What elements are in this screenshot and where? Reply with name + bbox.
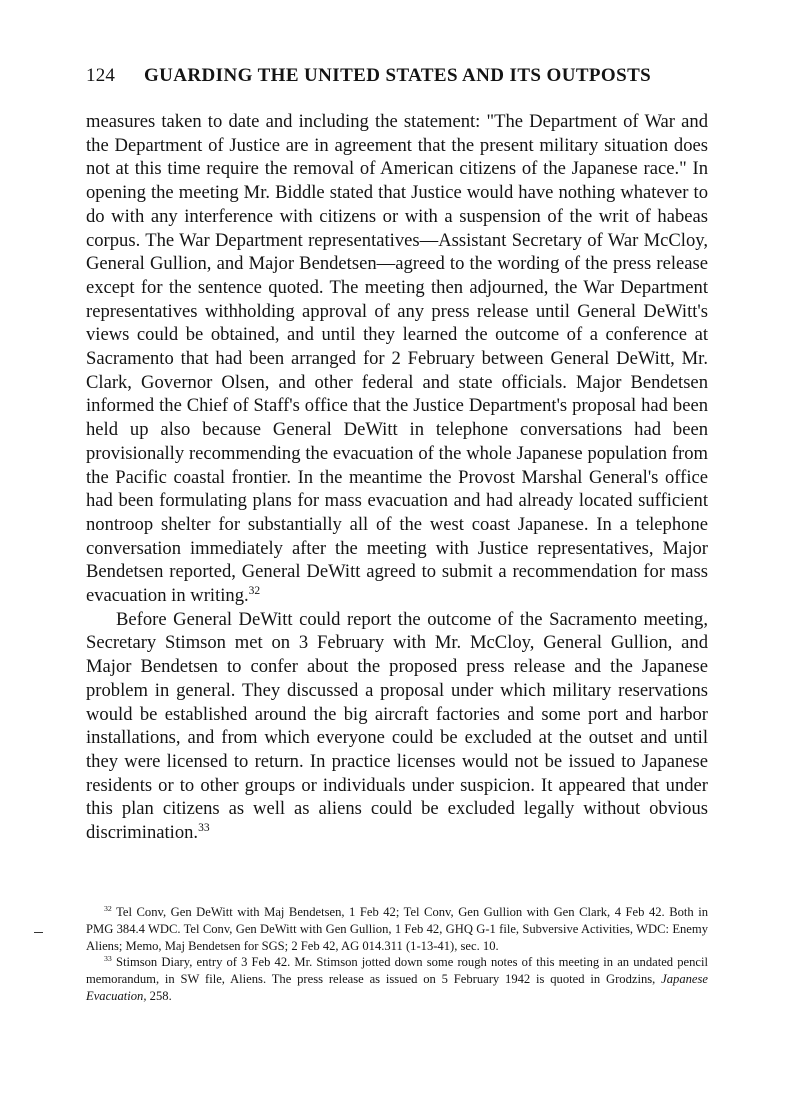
cited-work-title: Japanese Evacuation, [86, 972, 708, 1003]
paragraph-text: Before General DeWitt could report the outcome of the Sacramento meeting, Secretary Stimson met on 3 February with Mr. McCloy, General Gullion, and Major Bendetsen to confer about the proposed press release and the Japanese problem in general. They discussed a proposal under which military reservations would be established around the big aircraft factories and some port and harbor installations, and from which everyone could be excluded at the outset and until they were licensed to return. In practice licenses would not be issued to Japanese residents or to other groups or individuals under suspicion. It appeared that under this plan citizens as well as aliens could be excluded legally without obvious discrimination. [86, 608, 708, 844]
running-title: GUARDING THE UNITED STATES AND ITS OUTPOSTS [144, 65, 652, 86]
paragraph-text: measures taken to date and including the statement: "The Department of War and the Department of Justice are in agreement that the present military situation does not at this time require the removal of American citizens of the Japanese race." In opening the meeting Mr. Biddle stated that Justice would have nothing whatever to do with any interference with citizens or with a suspension of the writ of habeas corpus. The War Department representatives—Assistant Secretary of War McCloy, General Gullion, and Major Bendetsen—agreed to the wording of the press release except for the sentence quoted. The meeting then adjourned, the War Department representatives withholding approval of any press release until General DeWitt's views could be obtained, and until they learned the outcome of a conference at Sacramento that had been arranged for 2 February between General DeWitt, Mr. Clark, Governor Olsen, and other federal and state officials. Major Bendetsen informed the Chief of Staff's office that the Justice Department's proposal had been held up also because General DeWitt in telephone conversations had been provisionally recommending the evacuation of the whole Japanese population from the Pacific coastal frontier. In the meantime the Provost Marshal General's office had been formulating plans for mass evacuation and had already located sufficient nontroop shelter for substantially all of the west coast Japanese. In a telephone conversation immediately after the meeting with Justice representatives, Major Bendetsen reported, General DeWitt agreed to submit a recommendation for mass evacuation in writing. [86, 111, 708, 607]
footnote-number: 32 [104, 903, 112, 913]
footnotes [86, 904, 708, 1005]
footnote-text: Stimson Diary, entry of 3 Feb 42. Mr. Stimson jotted down some rough notes of this meeting in an undated pencil memorandum, in SW file, Aliens. The press release as issued on 5 February 1942 is quoted in Grodzins, [86, 955, 708, 987]
paragraph [86, 110, 708, 608]
page-header [86, 65, 708, 95]
footnote [86, 954, 708, 1004]
paragraph [86, 608, 708, 845]
margin-mark [34, 932, 43, 933]
footnote-reference[interactable]: 32 [248, 584, 261, 597]
page-number: 124 [86, 65, 116, 86]
footnote-reference[interactable]: 33 [198, 821, 210, 834]
body-text [86, 110, 708, 845]
footnote-text: 258. [149, 988, 172, 1003]
footnote-number: 33 [104, 954, 112, 964]
footnote-text: Tel Conv, Gen DeWitt with Maj Bendetsen, 1 Feb 42; Tel Conv, Gen Gullion with Gen Clark, 4 Feb 42. Both in PMG 384.4 WDC. Tel Conv, Gen DeWitt with Gen Gullion, 1 Feb 42, GHQ G-1 file, Subversive Activities, WDC: Enemy Aliens; Memo, Maj Bendetsen for SGS; 2 Feb 42, AG 014.311 (1-13-41), sec. 10. [86, 905, 708, 953]
footnote [86, 904, 708, 954]
